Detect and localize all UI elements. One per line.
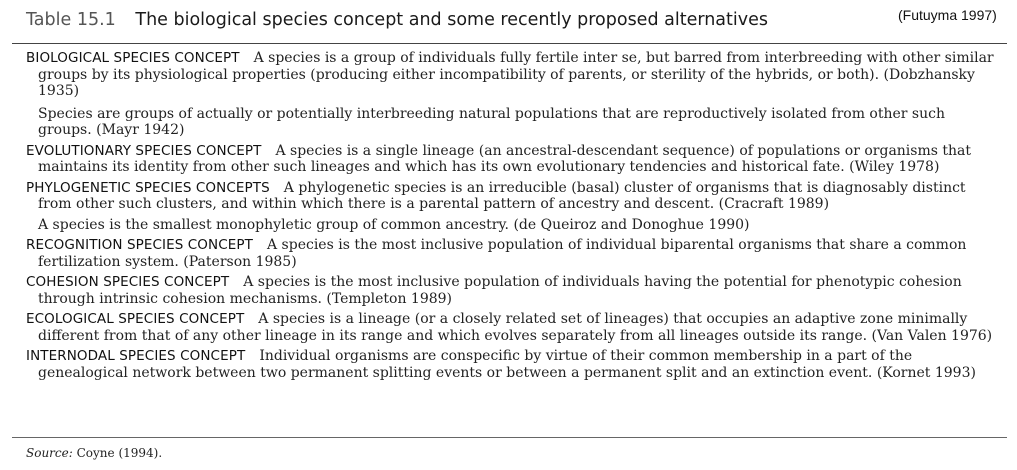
- entry-evolutionary: [26, 143, 1001, 176]
- concept-name: INTERNODAL SPECIES CONCEPT: [26, 348, 246, 364]
- source-note: [26, 446, 162, 460]
- concept-definition: A species is the smallest monophyletic group of common ancestry. (de Queiroz and Donoghue 1990): [38, 216, 750, 233]
- table-heading: [26, 10, 768, 30]
- concept-definition: A species is a lineage (or a closely related set of lineages) that occupies an adaptive zone minimally different from that of any other lineage in its range and which evolves separately from all lineages outside its range. (Van Valen 1976): [38, 311, 993, 344]
- top-rule: [12, 43, 1007, 44]
- concept-definition: A species is the most inclusive population of individual biparental organisms that share a common fertilization system. (Paterson 1985): [38, 237, 967, 270]
- concept-definition: A species is a group of individuals fully fertile inter se, but barred from interbreeding with other similar groups by its physiological properties (producing either incompatibility of parents, or sterility of the hybrids, or both). (Dobzhansky 1935): [38, 50, 994, 99]
- entry-internodal: [26, 348, 1001, 381]
- entry-phylogenetic-alt: [26, 217, 1001, 234]
- concept-definition: Species are groups of actually or potentially interbreeding natural populations that are reproductively isolated from other such groups. (Mayr 1942): [38, 105, 945, 138]
- concept-definition: A species is the most inclusive population of individuals having the potential for phenotypic cohesion through intrinsic cohesion mechanisms. (Templeton 1989): [38, 274, 962, 307]
- concept-definition: A species is a single lineage (an ancestral-descendant sequence) of populations or organisms that maintains its identity from other such lineages and which has its own evolutionary tendencies and historical fate. (Wiley 1978): [38, 142, 971, 175]
- concept-name: ECOLOGICAL SPECIES CONCEPT: [26, 311, 245, 327]
- concept-name: BIOLOGICAL SPECIES CONCEPT: [26, 50, 240, 66]
- entry-cohesion: [26, 274, 1001, 307]
- table-title: The biological species concept and some recently proposed alternatives: [135, 10, 768, 30]
- entry-phylogenetic: [26, 180, 1001, 213]
- species-concepts-list: [26, 50, 1001, 385]
- concept-definition: Individual organisms are conspecific by virtue of their common membership in a part of the genealogical network between two permanent splitting events or between a permanent split and an extinction event. (Kornet 1993): [38, 348, 976, 381]
- table-number: Table 15.1: [26, 10, 116, 30]
- entry-biological: [26, 50, 1001, 100]
- attribution-note: (Futuyma 1997): [898, 7, 997, 23]
- concept-definition: A phylogenetic species is an irreducible (basal) cluster of organisms that is diagnosably distinct from other such clusters, and within which there is a parental pattern of ancestry and descent. (Cracraft 1989): [38, 179, 966, 212]
- concept-name: PHYLOGENETIC SPECIES CONCEPTS: [26, 179, 270, 196]
- entry-ecological: [26, 311, 1001, 344]
- concept-name: COHESION SPECIES CONCEPT: [26, 274, 230, 290]
- entry-biological-mayr: [26, 106, 1001, 139]
- source-text: Coyne (1994).: [76, 446, 163, 460]
- bottom-rule: [12, 437, 1007, 438]
- concept-name: EVOLUTIONARY SPECIES CONCEPT: [26, 142, 262, 159]
- entry-recognition: [26, 237, 1001, 270]
- concept-name: RECOGNITION SPECIES CONCEPT: [26, 237, 253, 253]
- source-label: Source:: [26, 446, 73, 460]
